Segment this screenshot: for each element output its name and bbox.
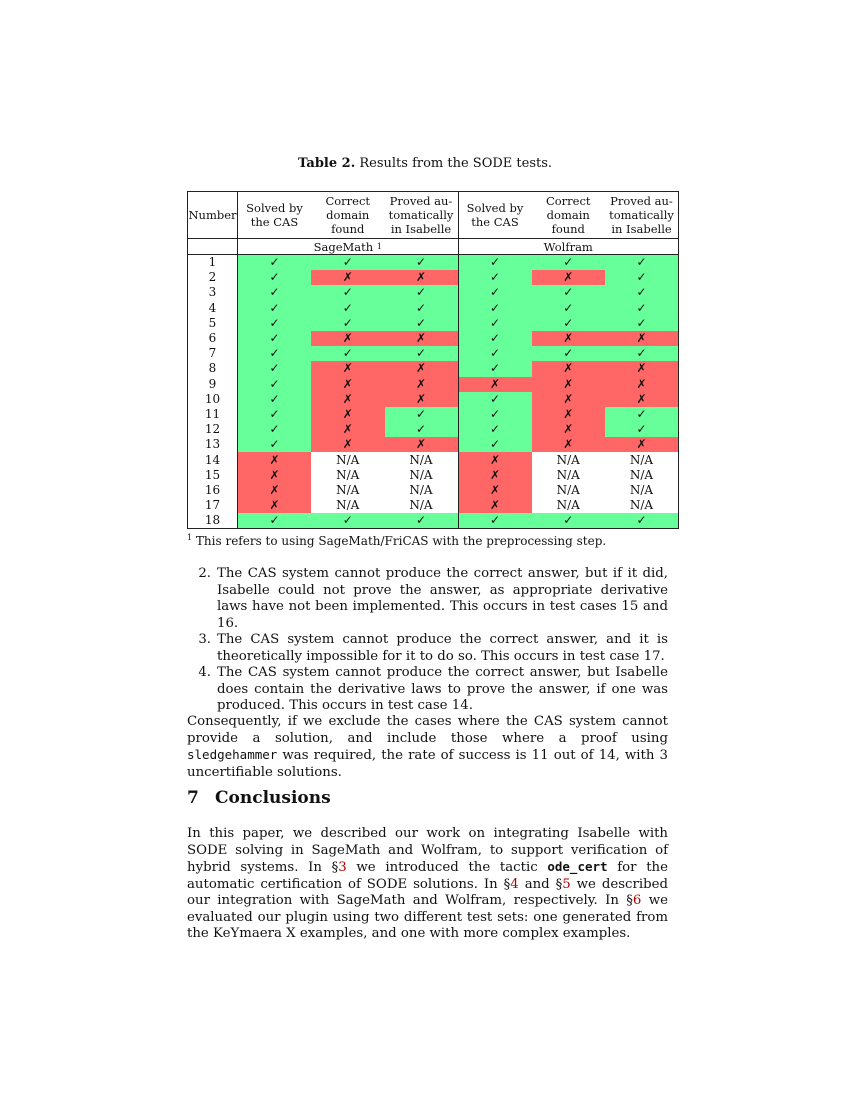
result-cell: ✓ (238, 513, 312, 529)
result-cell: ✗ (311, 270, 385, 285)
result-cell: ✗ (385, 377, 459, 392)
result-cell: ✓ (238, 407, 312, 422)
result-cell: ✓ (605, 285, 679, 300)
table-row (188, 301, 679, 316)
result-cell: ✓ (458, 346, 532, 361)
table-row (188, 437, 679, 452)
result-cell: ✓ (311, 301, 385, 316)
section-heading (187, 788, 331, 808)
result-cell: ✗ (311, 331, 385, 346)
result-cell: ✓ (458, 270, 532, 285)
result-cell: ✓ (605, 316, 679, 331)
result-cell: ✗ (238, 468, 312, 483)
result-cell: ✓ (532, 255, 606, 271)
result-cell: ✗ (458, 498, 532, 513)
result-cell: N/A (385, 483, 459, 498)
group-wolfram: Wolfram (458, 239, 679, 255)
result-cell: ✓ (458, 255, 532, 271)
result-cell: ✓ (238, 346, 312, 361)
result-cell: ✓ (238, 377, 312, 392)
section-ref-link[interactable]: 4 (510, 876, 519, 892)
result-cell: N/A (385, 452, 459, 467)
sledgehammer-code: sledgehammer (187, 747, 278, 762)
group-sagemath-note: 1 (376, 241, 382, 251)
result-cell: ✓ (605, 422, 679, 437)
caption-text: Results from the SODE tests. (359, 156, 553, 171)
result-cell: ✓ (385, 346, 459, 361)
result-cell: ✗ (385, 331, 459, 346)
result-cell: ✓ (532, 301, 606, 316)
result-cell: ✓ (238, 301, 312, 316)
table-row (188, 407, 679, 422)
result-cell: ✓ (532, 285, 606, 300)
conclusion-paragraph (187, 826, 668, 943)
row-number: 5 (188, 316, 238, 331)
result-cell: ✗ (311, 407, 385, 422)
table-row (188, 316, 679, 331)
result-cell: ✓ (238, 392, 312, 407)
result-cell: ✗ (385, 392, 459, 407)
results-table (187, 191, 679, 529)
header-wolfram-solved: Solved by the CAS (458, 192, 532, 239)
group-empty (188, 239, 238, 255)
conclusion-text: and § (518, 876, 563, 892)
row-number: 13 (188, 437, 238, 452)
row-number: 17 (188, 498, 238, 513)
result-cell: ✓ (311, 285, 385, 300)
result-cell: ✓ (238, 285, 312, 300)
result-cell: ✗ (532, 377, 606, 392)
result-cell: ✗ (532, 361, 606, 376)
result-cell: N/A (532, 483, 606, 498)
result-cell: ✓ (458, 301, 532, 316)
group-sagemath-label: SageMath (313, 239, 374, 254)
row-number: 9 (188, 377, 238, 392)
conclusion-text: for the automatic certification of SODE solutions. In § (187, 860, 668, 892)
result-cell: N/A (311, 452, 385, 467)
result-cell: ✓ (385, 316, 459, 331)
table-row (188, 498, 679, 513)
result-cell: ✗ (605, 437, 679, 452)
result-cell: ✓ (458, 285, 532, 300)
result-cell: ✓ (458, 316, 532, 331)
list-item (187, 566, 668, 632)
result-cell: ✗ (385, 361, 459, 376)
section-ref-link[interactable]: 3 (338, 860, 347, 875)
result-cell: ✓ (605, 407, 679, 422)
footnote-mark: 1 (187, 533, 193, 542)
result-cell: ✗ (311, 437, 385, 452)
table-body (188, 255, 679, 529)
header-sage-domain: Correct domain found (311, 192, 385, 239)
result-cell: ✗ (385, 437, 459, 452)
result-cell: N/A (605, 498, 679, 513)
row-number: 6 (188, 331, 238, 346)
result-cell: N/A (311, 468, 385, 483)
result-cell: ✓ (458, 331, 532, 346)
row-number: 8 (188, 361, 238, 376)
result-cell: N/A (532, 498, 606, 513)
row-number: 15 (188, 468, 238, 483)
result-cell: ✗ (458, 483, 532, 498)
result-cell: ✗ (532, 407, 606, 422)
result-cell: ✓ (532, 316, 606, 331)
row-number: 18 (188, 513, 238, 529)
result-cell: ✗ (458, 377, 532, 392)
result-cell: N/A (605, 468, 679, 483)
header-wolfram-domain: Correct domain found (532, 192, 606, 239)
consequently-paragraph (187, 714, 668, 781)
result-cell: N/A (311, 483, 385, 498)
row-number: 7 (188, 346, 238, 361)
table-caption (0, 156, 850, 171)
result-cell: ✗ (605, 377, 679, 392)
conclusion-text: we evaluated our plugin using two different test sets: one generated from the KeYmaera X examples, and one with more complex examples. (187, 893, 668, 941)
ode-cert-code: ode_cert (547, 859, 608, 874)
row-number: 10 (188, 392, 238, 407)
result-cell: N/A (385, 498, 459, 513)
result-cell: ✓ (238, 437, 312, 452)
result-cell: ✓ (238, 361, 312, 376)
header-number: Number (188, 192, 238, 239)
result-cell: ✗ (605, 331, 679, 346)
result-cell: ✗ (532, 270, 606, 285)
result-cell: ✓ (532, 513, 606, 529)
result-cell: ✓ (385, 422, 459, 437)
result-cell: ✓ (458, 513, 532, 529)
result-cell: ✓ (458, 422, 532, 437)
table-row (188, 452, 679, 467)
result-cell: ✗ (605, 392, 679, 407)
section-number: 7 (187, 788, 199, 808)
row-number: 4 (188, 301, 238, 316)
table-row (188, 331, 679, 346)
row-number: 16 (188, 483, 238, 498)
result-cell: ✗ (238, 483, 312, 498)
result-cell: ✗ (532, 331, 606, 346)
section-ref-link[interactable]: 5 (562, 876, 571, 892)
result-cell: ✓ (458, 407, 532, 422)
section-title: Conclusions (215, 788, 331, 808)
result-cell: ✓ (385, 285, 459, 300)
result-cell: N/A (532, 452, 606, 467)
table-footnote (187, 533, 606, 548)
row-number: 14 (188, 452, 238, 467)
result-cell: N/A (605, 483, 679, 498)
conclusion-text: In this paper, we described our work on integrating Isabelle with SODE solving in SageMath and Wolfram, to support verification of hybrid systems. In § (187, 826, 668, 875)
result-cell: ✓ (458, 392, 532, 407)
result-cell: ✓ (238, 270, 312, 285)
result-cell: ✓ (238, 316, 312, 331)
result-cell: ✗ (605, 361, 679, 376)
list-item-text: The CAS system cannot produce the correct answer, but if it did, Isabelle could not prove the answer, as appropriate derivative laws have not been implemented. This occurs in test cases 15 and 16. (217, 566, 668, 631)
list-item-text: The CAS system cannot produce the correct answer, and it is theoretically impossible for it to do so. This occurs in test case 17. (217, 632, 668, 664)
result-cell: ✓ (385, 255, 459, 271)
result-cell: ✓ (311, 316, 385, 331)
result-cell: ✓ (458, 361, 532, 376)
table-row (188, 422, 679, 437)
row-number: 1 (188, 255, 238, 271)
result-cell: ✗ (238, 498, 312, 513)
result-cell: ✗ (458, 468, 532, 483)
table-row (188, 377, 679, 392)
table-row (188, 468, 679, 483)
table-row (188, 361, 679, 376)
result-cell: ✗ (385, 270, 459, 285)
result-cell: N/A (311, 498, 385, 513)
result-cell: ✓ (605, 513, 679, 529)
group-sagemath (238, 239, 459, 255)
result-cell: ✗ (532, 422, 606, 437)
result-cell: ✗ (311, 392, 385, 407)
result-cell: ✓ (458, 437, 532, 452)
table-row (188, 346, 679, 361)
header-wolfram-proved: Proved au- tomatically in Isabelle (605, 192, 679, 239)
table-row (188, 255, 679, 271)
row-number: 3 (188, 285, 238, 300)
table-row (188, 270, 679, 285)
result-cell: ✗ (311, 361, 385, 376)
list-item (187, 665, 668, 715)
result-cell: ✓ (605, 270, 679, 285)
result-cell: ✓ (605, 301, 679, 316)
result-cell: ✓ (238, 255, 312, 271)
table-row (188, 285, 679, 300)
result-cell: ✗ (532, 392, 606, 407)
section-ref-link[interactable]: 6 (632, 893, 642, 908)
result-cell: ✓ (311, 513, 385, 529)
result-cell: ✗ (311, 422, 385, 437)
result-cell: ✗ (458, 452, 532, 467)
header-sage-proved: Proved au- tomatically in Isabelle (385, 192, 459, 239)
result-cell: N/A (385, 468, 459, 483)
table-group-row (188, 239, 679, 255)
result-cell: ✓ (532, 346, 606, 361)
table-row (188, 513, 679, 529)
result-cell: ✗ (311, 377, 385, 392)
conclusion-text: we described our integration with SageMath and Wolfram, respectively. In § (187, 876, 669, 908)
list-item-number: 3. (198, 632, 211, 647)
list-item (187, 632, 668, 665)
result-cell: ✓ (311, 255, 385, 271)
table-row (188, 392, 679, 407)
header-sage-solved: Solved by the CAS (238, 192, 312, 239)
result-cell: ✗ (532, 437, 606, 452)
result-cell: ✓ (385, 513, 459, 529)
result-cell: N/A (532, 468, 606, 483)
result-cell: ✓ (385, 407, 459, 422)
table-header-row (188, 192, 679, 239)
footnote-text: This refers to using SageMath/FriCAS with the preprocessing step. (195, 534, 607, 548)
enumerated-list (187, 566, 668, 715)
list-item-text: The CAS system cannot produce the correct answer, but Isabelle does contain the derivative laws to prove the answer, if one was produced. This occurs in test case 14. (217, 665, 668, 713)
row-number: 12 (188, 422, 238, 437)
list-item-number: 2. (198, 566, 211, 581)
result-cell: ✓ (385, 301, 459, 316)
caption-label: Table 2. (297, 156, 356, 171)
row-number: 2 (188, 270, 238, 285)
conclusion-text: we introduced the tactic (346, 860, 548, 875)
result-cell: ✓ (605, 346, 679, 361)
result-cell: ✓ (238, 422, 312, 437)
list-item-number: 4. (198, 665, 211, 680)
result-cell: N/A (605, 452, 679, 467)
row-number: 11 (188, 407, 238, 422)
result-cell: ✗ (238, 452, 312, 467)
table-row (188, 483, 679, 498)
result-cell: ✓ (605, 255, 679, 271)
result-cell: ✓ (311, 346, 385, 361)
result-cell: ✓ (238, 331, 312, 346)
consequently-after: was required, the rate of success is 11 out of 14, with 3 uncertifiable solutions. (187, 748, 668, 780)
consequently-before: Consequently, if we exclude the cases where the CAS system cannot provide a solution, and include those where a proof using (187, 714, 668, 746)
